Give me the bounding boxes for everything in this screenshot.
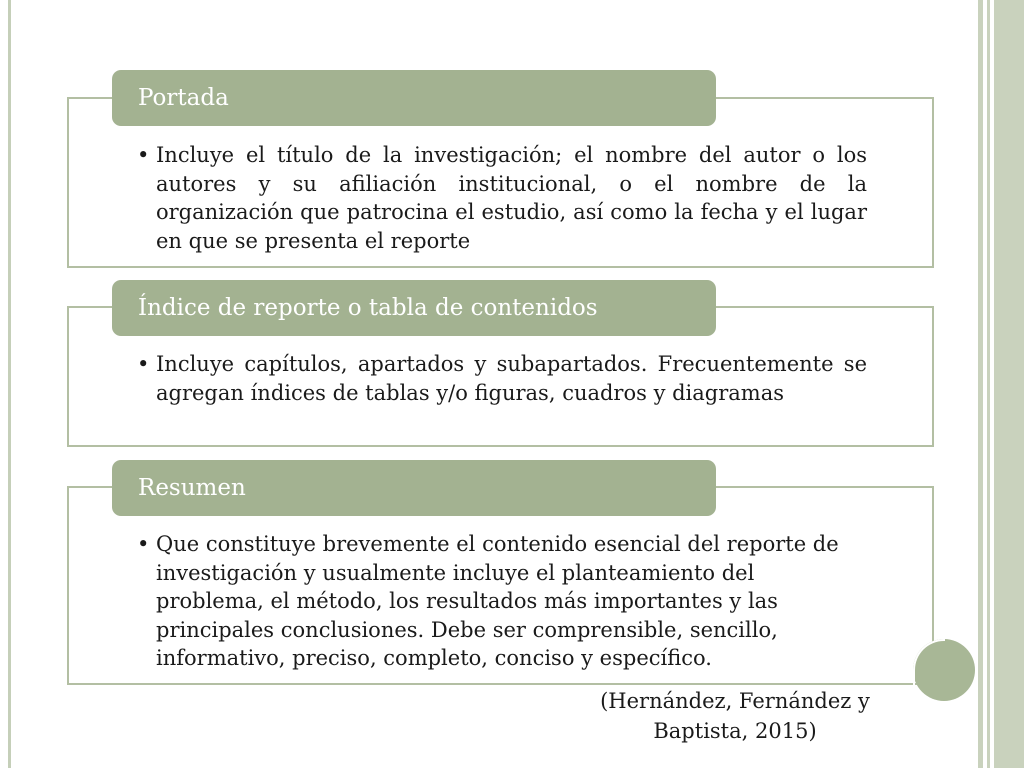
citation-line-1: (Hernández, Fernández y xyxy=(600,689,870,713)
left-frame-line xyxy=(8,0,11,768)
section-resumen-bullet: Que constituye brevemente el contenido esencial del reporte de investigación y usualmente incluye el planteamiento del problema, el método, los resultados más importantes y las principales conclusiones. Debe ser comprensible, sencillo, informativo, preciso, completo, conciso y específico. xyxy=(156,532,839,670)
section-indice-heading: Índice de reporte o tabla de contenidos xyxy=(112,280,716,336)
section-resumen-content xyxy=(137,530,867,673)
citation-line-2: Baptista, 2015) xyxy=(653,719,817,743)
bullet-item xyxy=(137,350,867,407)
right-frame-line-1 xyxy=(978,0,983,768)
bullet-icon: • xyxy=(137,143,150,167)
citation xyxy=(570,686,900,746)
section-portada-heading: Portada xyxy=(112,70,716,126)
right-frame-line-2 xyxy=(987,0,990,768)
section-portada-bullet: Incluye el título de la investigación; el nombre del autor o los autores y su afiliación institucional, o el nombre de la organización que patrocina el estudio, así como la fecha y el lugar en que se presenta el reporte xyxy=(156,143,867,253)
section-resumen-heading: Resumen xyxy=(112,460,716,516)
bullet-item xyxy=(137,141,867,255)
right-frame xyxy=(978,0,1024,768)
section-indice-bullet: Incluye capítulos, apartados y subapartados. Frecuentemente se agregan índices de tablas y/o figuras, cuadros y diagramas xyxy=(156,352,867,405)
right-frame-band xyxy=(994,0,1024,768)
bullet-icon: • xyxy=(137,352,150,376)
bullet-item xyxy=(137,530,867,673)
section-indice-content xyxy=(137,350,867,407)
section-portada-content xyxy=(137,141,867,255)
bullet-icon: • xyxy=(137,532,150,556)
